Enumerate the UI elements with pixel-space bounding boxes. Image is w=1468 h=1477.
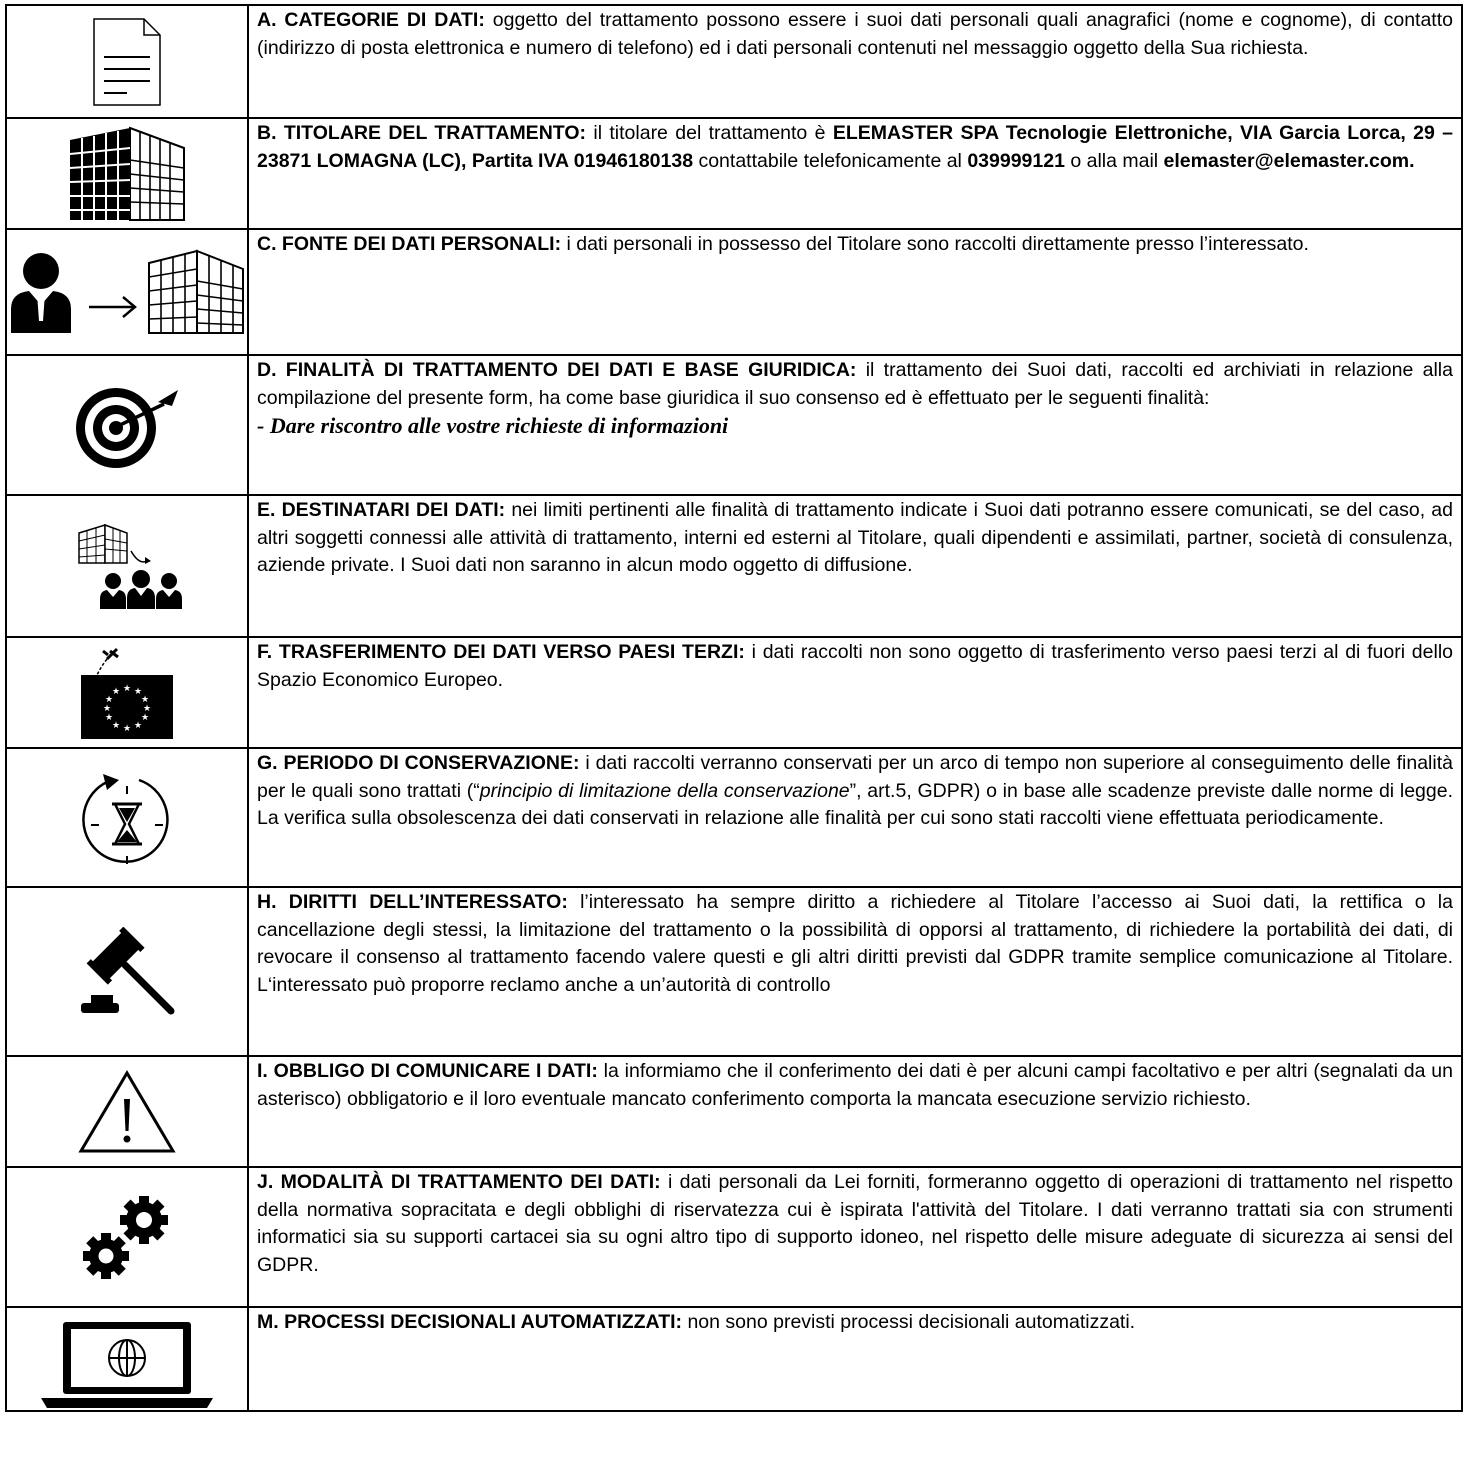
svg-text:★: ★ <box>104 694 114 705</box>
section-body: ”, art.5, GDPR) o in base alle scadenze previste dalle norme di legge. La verifica sulla obsolescenza dei dati conservati in relazione alle finalità per cui sono stati raccolti viene effettuata periodicamente. <box>257 779 1454 829</box>
section-row-b <box>6 118 1462 229</box>
icon-cell-i <box>6 1056 248 1167</box>
svg-text:★: ★ <box>111 686 121 697</box>
hourglass-clock-icon <box>7 768 247 868</box>
svg-text:★: ★ <box>122 683 132 694</box>
section-heading: H. DIRITTI DELL’INTERESSATO: <box>257 891 568 913</box>
company-details: ELEMASTER SPA Tecnologie Elettroniche, VIA Garcia Lorca, 29 – 23871 LOMAGNA (LC), Partita IVA 01946180138 <box>257 122 1454 172</box>
icon-cell-b <box>6 118 248 229</box>
text-cell-h <box>248 887 1462 1056</box>
svg-text:★: ★ <box>142 703 152 714</box>
gavel-icon <box>7 927 247 1017</box>
section-body: la informiamo che il conferimento dei dati è per alcuni campi facoltativo e per altri (segnalati da un asterisco) obbligatorio e il loro eventuale mancato conferimento comporta la mancata esecuzione servizio richiesto. <box>257 1060 1453 1110</box>
section-row-f <box>6 637 1462 748</box>
svg-text:★: ★ <box>133 686 143 697</box>
section-body: oggetto del trattamento possono essere i suoi dati personali quali anagrafici (nome e cognome), di contatto (indirizzo di posta elettronica e numero di telefono) ed i dati personali contenuti nel messaggio oggetto della Sua richiesta. <box>257 9 1453 59</box>
text-cell-j <box>248 1167 1462 1307</box>
icon-cell-h <box>6 887 248 1056</box>
section-row-e <box>6 495 1462 637</box>
svg-text:★: ★ <box>122 723 132 734</box>
section-body: i dati personali in possesso del Titolare sono raccolti direttamente presso l’interessato. <box>561 233 1309 255</box>
section-body: non sono previsti processi decisionali automatizzati. <box>682 1311 1136 1333</box>
phone-number: 039999121 <box>967 149 1065 172</box>
icon-cell-e <box>6 495 248 637</box>
building-icon <box>7 126 247 222</box>
section-body: il titolare del trattamento è <box>586 122 833 144</box>
section-heading: A. CATEGORIE DI DATI: <box>257 9 485 31</box>
document-icon <box>7 17 247 107</box>
laptop-globe-icon <box>7 1318 247 1410</box>
section-heading: F. TRASFERIMENTO DEI DATI VERSO PAESI TERZI: <box>257 641 745 663</box>
privacy-info-table <box>5 4 1463 1412</box>
purpose-item: - Dare riscontro alle vostre richieste di informazioni <box>257 413 729 438</box>
section-body: contattabile telefonicamente al <box>693 149 968 172</box>
eu-flag-plane-icon <box>7 645 247 741</box>
svg-text:★: ★ <box>140 712 150 723</box>
building-to-people-icon <box>7 521 247 611</box>
section-row-j <box>6 1167 1462 1307</box>
icon-cell-c <box>6 229 248 355</box>
icon-cell-j <box>6 1167 248 1307</box>
section-body: o alla mail <box>1064 149 1164 172</box>
text-cell-f <box>248 637 1462 748</box>
section-heading: G. PERIODO DI CONSERVAZIONE: <box>257 752 580 774</box>
section-row-d <box>6 355 1462 495</box>
section-row-g <box>6 748 1462 887</box>
section-row-h <box>6 887 1462 1056</box>
section-body: i dati raccolti verranno conservati per un arco di tempo non superiore al conseguimento delle finalità per le quali sono trattati (“ <box>257 752 1453 802</box>
text-cell-c <box>248 229 1462 355</box>
person-to-building-icon <box>7 249 247 335</box>
text-cell-m <box>248 1307 1462 1411</box>
text-cell-g <box>248 748 1462 887</box>
section-row-a <box>6 5 1462 118</box>
section-heading: E. DESTINATARI DEI DATI: <box>257 499 506 521</box>
svg-text:★: ★ <box>104 712 114 723</box>
section-row-c <box>6 229 1462 355</box>
icon-cell-a <box>6 5 248 118</box>
section-body: l’interessato ha sempre diritto a richiedere al Titolare l’accesso ai Suoi dati, la rettifica o la cancellazione degli stessi, la limitazione del trattamento o la possibilità di opporsi al trattamento, di richiedere la portabilità dei dati, di revocare il consenso al trattamento facendo valere questi e gli altri diritti previsti dal GDPR tramite semplice comunicazione al Titolare. L‘interessato può proporre reclamo anche a un’autorità di controllo <box>257 891 1453 996</box>
gears-icon <box>7 1192 247 1282</box>
email-address: elemaster@elemaster.com. <box>1163 149 1415 172</box>
section-heading: I. OBBLIGO DI COMUNICARE I DATI: <box>257 1060 598 1082</box>
svg-text:★: ★ <box>111 720 121 731</box>
text-cell-a <box>248 5 1462 118</box>
section-heading: C. FONTE DEI DATI PERSONALI: <box>257 233 562 255</box>
section-heading: M. PROCESSI DECISIONALI AUTOMATIZZATI: <box>257 1311 683 1333</box>
text-cell-i <box>248 1056 1462 1167</box>
principle-name: principio di limitazione della conservazione <box>479 779 850 802</box>
warning-icon <box>7 1069 247 1155</box>
svg-text:★: ★ <box>140 694 150 705</box>
section-body: nei limiti pertinenti alle finalità di trattamento indicate i Suoi dati potranno essere comunicati, se del caso, ad altri soggetti connessi alle attività di trattamento, interni ed esterni al Titolare, quali dipendenti e assimilati, partner, società di consulenza, aziende private. I Suoi dati non saranno in alcun modo oggetto di diffusione. <box>257 499 1454 576</box>
section-row-i <box>6 1056 1462 1167</box>
text-cell-d <box>248 355 1462 495</box>
icon-cell-d <box>6 355 248 495</box>
section-heading: D. FINALITÀ DI TRATTAMENTO DEI DATI E BASE GIURIDICA: <box>257 359 857 381</box>
icon-cell-m <box>6 1307 248 1411</box>
svg-text:★: ★ <box>102 703 112 714</box>
text-cell-e <box>248 495 1462 637</box>
section-heading: J. MODALITÀ DI TRATTAMENTO DEI DATI: <box>257 1171 661 1193</box>
section-row-m <box>6 1307 1462 1411</box>
text-cell-b <box>248 118 1462 229</box>
target-icon <box>7 380 247 470</box>
svg-text:★: ★ <box>133 720 143 731</box>
icon-cell-f <box>6 637 248 748</box>
section-heading: B. TITOLARE DEL TRATTAMENTO: <box>257 122 586 144</box>
section-body: il trattamento dei Suoi dati, raccolti ed archiviati in relazione alla compilazione del presente form, ha come base giuridica il suo consenso ed è effettuato per le seguenti finalità: <box>257 359 1453 409</box>
section-body: i dati personali da Lei forniti, formeranno oggetto di operazioni di trattamento nel rispetto della normativa sopracitata e degli obblighi di riservatezza cui è ispirata l'attività del Titolare. I dati verranno trattati sia con strumenti informatici sia su supporti cartacei sia su ogni altro tipo di supporto idoneo, nel rispetto delle misure adeguate di sicurezza ai sensi del GDPR. <box>257 1171 1453 1276</box>
icon-cell-g <box>6 748 248 887</box>
section-body: i dati raccolti non sono oggetto di trasferimento verso paesi terzi al di fuori dello Spazio Economico Europeo. <box>257 641 1454 691</box>
